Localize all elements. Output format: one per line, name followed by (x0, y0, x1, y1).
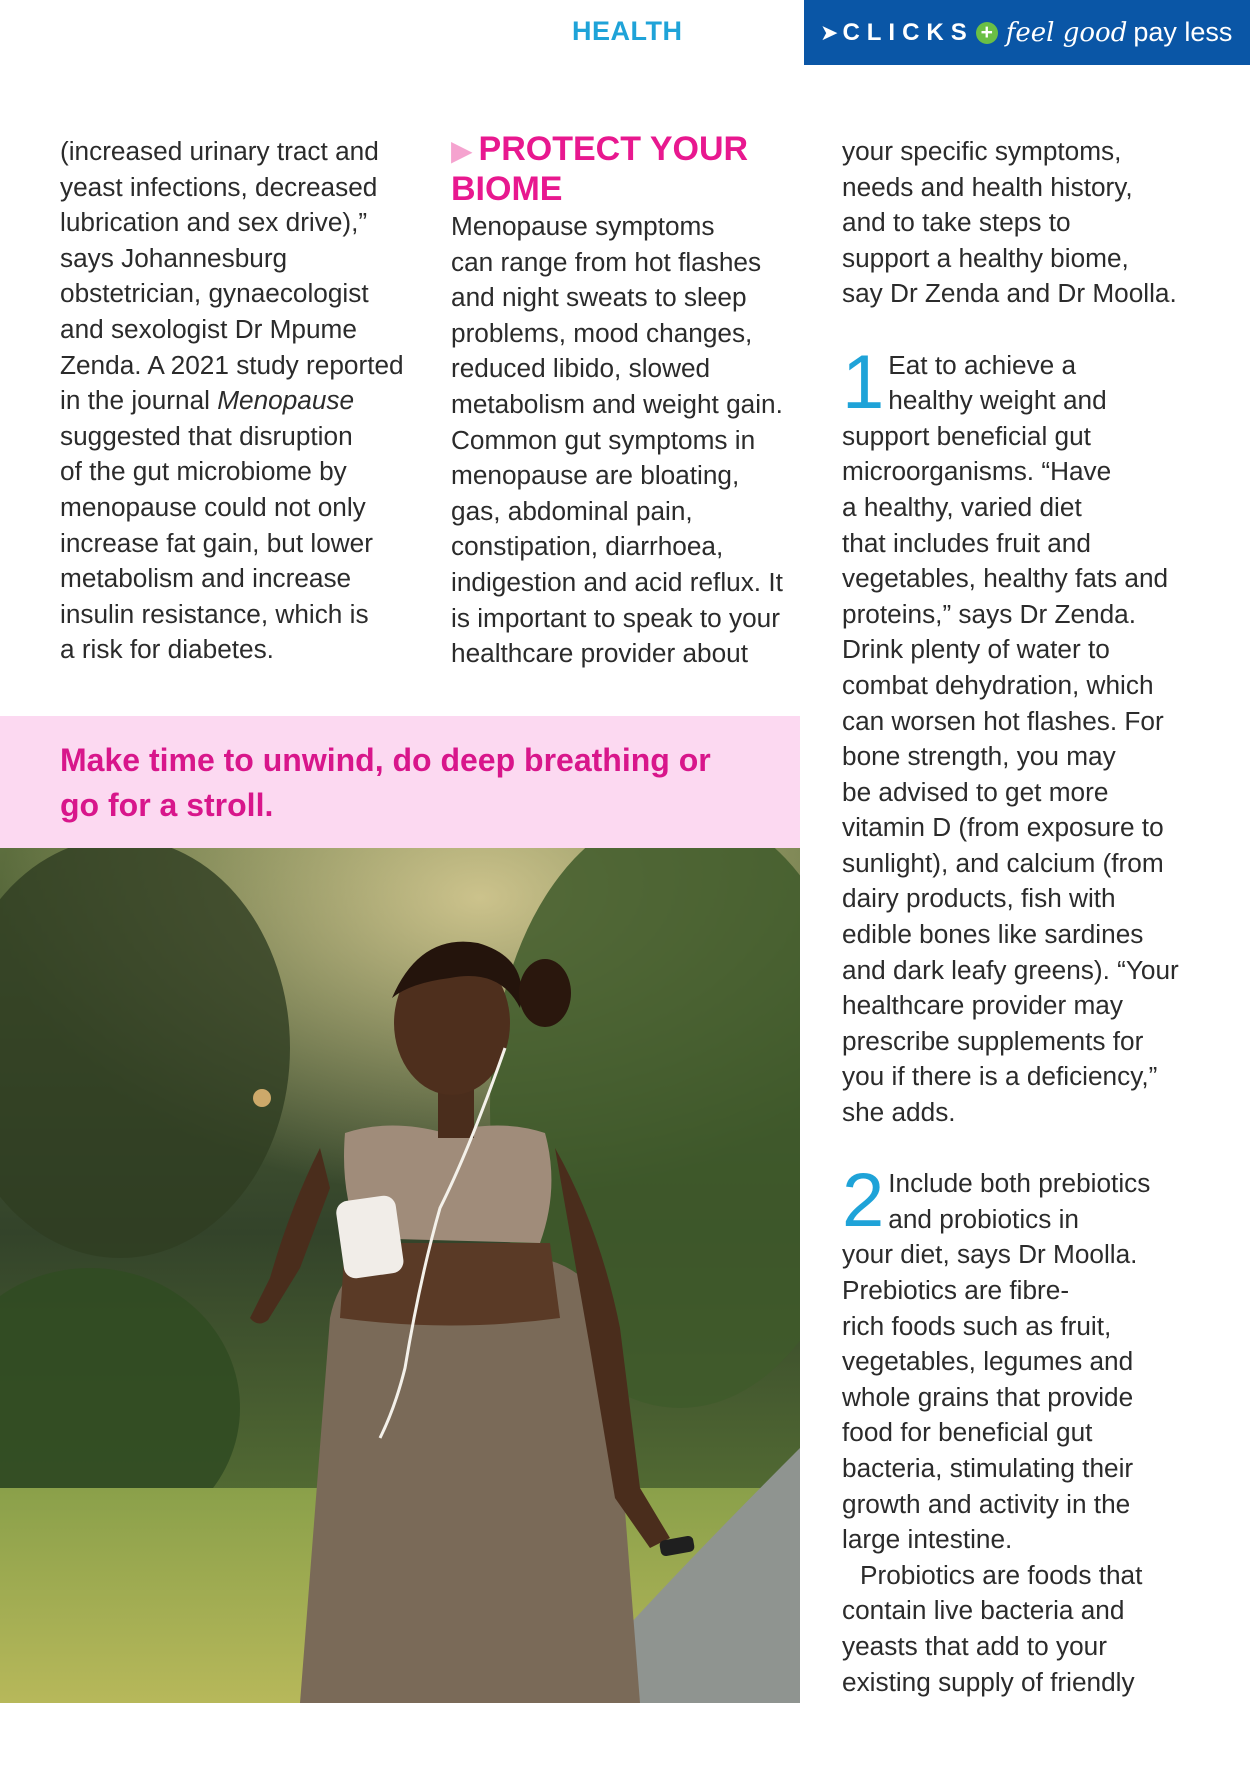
text-line: problems, mood changes, (451, 317, 753, 348)
tip-number: 1 (842, 339, 885, 425)
text-line: prescribe supplements for (842, 1025, 1144, 1056)
text-line: large intestine. (842, 1524, 1013, 1555)
text-line: microorganisms. “Have (842, 456, 1112, 487)
text-line: that includes fruit and (842, 527, 1091, 558)
text-line: can worsen hot flashes. For (842, 705, 1164, 736)
text-line: yeasts that add to your (842, 1630, 1107, 1661)
text-line: proteins,” says Dr Zenda. (842, 598, 1136, 629)
text-line: is important to speak to your (451, 602, 780, 633)
text-line: and to take steps to (842, 207, 1071, 238)
sub-heading-text: PROTECT YOUR BIOME (451, 130, 749, 208)
text-line: dairy products, fish with (842, 883, 1116, 914)
text-line: rich foods such as fruit, (842, 1310, 1112, 1341)
text-line: your specific symptoms, (842, 136, 1122, 166)
text-line: Drink plenty of water to (842, 634, 1110, 665)
tip-number: 2 (842, 1158, 885, 1244)
text-line: Probiotics are foods that (860, 1559, 1143, 1590)
bird-logo-icon: ➤ (820, 19, 839, 45)
text-line: gas, abdominal pain, (451, 495, 693, 526)
text-line: needs and health history, (842, 171, 1133, 202)
brand-tagline-script: feel good (1005, 17, 1128, 48)
text-line: Include both prebiotics (888, 1168, 1151, 1199)
text-line: she adds. (842, 1097, 956, 1128)
text-line: Prebiotics are fibre- (842, 1275, 1070, 1305)
text-line: metabolism and weight gain. (451, 388, 783, 419)
text-line: metabolism and increase (60, 563, 352, 594)
text-line: healthy weight and (888, 385, 1107, 416)
article-column-right (842, 134, 1192, 1700)
brand-name: CLICKS (842, 18, 974, 46)
text-line: existing supply of friendly (842, 1666, 1135, 1697)
pull-quote-line: go for a stroll. (60, 787, 274, 823)
text-line: whole grains that provide (842, 1381, 1134, 1412)
pull-quote (0, 716, 800, 848)
text-line: increase fat gain, but lower (60, 527, 373, 558)
text-line: constipation, diarrhoea, (451, 531, 724, 562)
article-photo (0, 848, 800, 1703)
text-line: reduced libido, slowed (451, 353, 711, 384)
text-line: menopause are bloating, (451, 460, 740, 491)
text-line: says Johannesburg (60, 242, 288, 273)
tip-2 (842, 1158, 1192, 1700)
paragraph-gap (842, 312, 1192, 348)
text-line: a risk for diabetes. (60, 634, 274, 665)
brand-tagline: pay less (1133, 17, 1233, 47)
text-line: obstetrician, gynaecologist (60, 278, 369, 309)
text-line: lubrication and sex drive),” (60, 207, 368, 238)
text-line: sunlight), and calcium (from (842, 847, 1164, 878)
paragraph-gap (842, 1131, 1192, 1167)
journal-title: Menopause (217, 385, 355, 416)
text-line: and sexologist Dr Mpume (60, 313, 357, 344)
text-line: your diet, says Dr Moolla. (842, 1239, 1138, 1270)
text-line: yeast infections, decreased (60, 171, 378, 202)
text-line: (increased urinary tract and (60, 136, 379, 166)
article-column-left (60, 134, 420, 668)
text-line: bacteria, stimulating their (842, 1452, 1134, 1483)
text-line: contain live bacteria and (842, 1595, 1125, 1626)
text-line: a healthy, varied diet (842, 491, 1082, 522)
text-line: support beneficial gut (842, 420, 1091, 451)
text-fragment: in the journal (60, 385, 218, 416)
sub-heading (451, 130, 791, 209)
text-line: Zenda. A 2021 study reported (60, 349, 404, 380)
text-line: can range from hot flashes (451, 246, 762, 277)
text-line: of the gut microbiome by (60, 456, 347, 487)
text-line: food for beneficial gut (842, 1417, 1093, 1448)
text-line: edible bones like sardines (842, 919, 1144, 950)
text-line: insulin resistance, which is (60, 598, 369, 629)
section-label: HEALTH (572, 16, 683, 46)
text-line: growth and activity in the (842, 1488, 1131, 1519)
triangle-arrow-icon: ▶ (451, 135, 473, 166)
pull-quote-line: Make time to unwind, do deep breathing or (60, 742, 711, 778)
plus-cross-icon: + (976, 22, 998, 44)
text-line: healthcare provider may (842, 990, 1123, 1021)
text-line: healthcare provider about (451, 638, 748, 669)
text-line: say Dr Zenda and Dr Moolla. (842, 278, 1177, 309)
text-line: indigestion and acid reflux. It (451, 566, 783, 597)
text-line: and probiotics in (888, 1203, 1079, 1234)
text-line: and dark leafy greens). “Your (842, 954, 1179, 985)
text-line: vegetables, healthy fats and (842, 563, 1169, 594)
text-line: suggested that disruption (60, 420, 353, 451)
text-line: support a healthy biome, (842, 242, 1129, 273)
text-line: bone strength, you may (842, 741, 1116, 772)
text-line (60, 383, 420, 419)
article-column-middle (451, 209, 811, 672)
tip-1 (842, 339, 1192, 1131)
text-line: combat dehydration, which (842, 669, 1154, 700)
text-line: and night sweats to sleep (451, 282, 747, 313)
text-line: Common gut symptoms in (451, 424, 756, 455)
text-line: vitamin D (from exposure to (842, 812, 1164, 843)
text-line: Eat to achieve a (888, 349, 1077, 380)
photo-illustration (0, 848, 800, 1703)
text-line: Menopause symptoms (451, 211, 715, 241)
text-line: vegetables, legumes and (842, 1346, 1134, 1377)
brand-banner (804, 0, 1250, 65)
text-line: be advised to get more (842, 776, 1109, 807)
text-line: menopause could not only (60, 491, 366, 522)
text-line: you if there is a deficiency,” (842, 1061, 1158, 1092)
